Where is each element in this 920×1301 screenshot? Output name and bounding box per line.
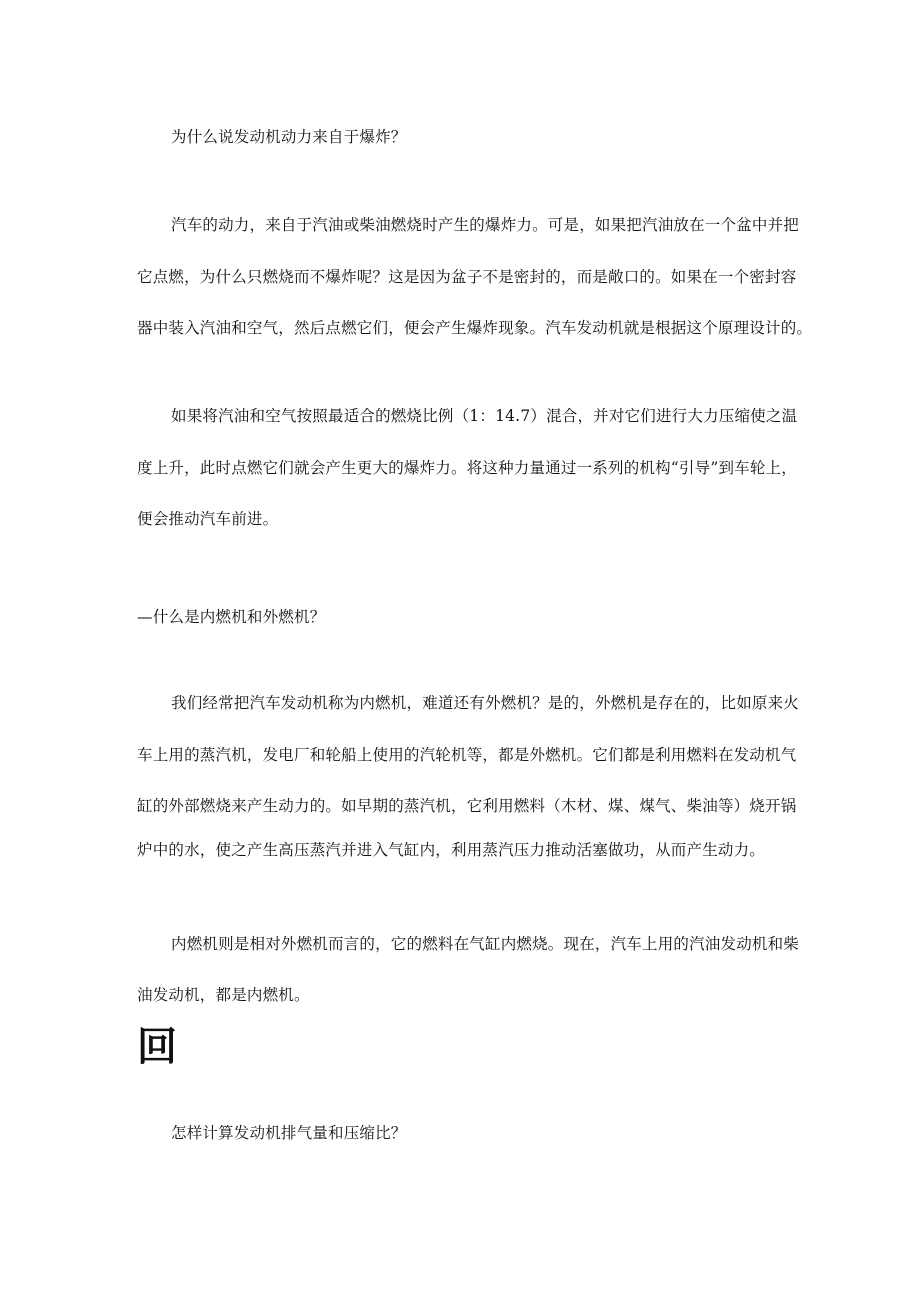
paragraph-line: 度上升，此时点燃它们就会产生更大的爆炸力。将这种力量通过一系列的机构“引导”到车轮上， xyxy=(137,459,797,477)
paragraph-line: 缸的外部燃烧来产生动力的。如早期的蒸汽机，它利用燃料（木材、煤、煤气、柴油等）烧开锅 xyxy=(137,797,797,815)
section-heading-displacement: 怎样计算发动机排气量和压缩比？ xyxy=(171,1124,407,1142)
paragraph-line: 我们经常把汽车发动机称为内燃机，难道还有外燃机？是的，外燃机是存在的，比如原来火 xyxy=(171,694,800,712)
paragraph-line: 炉中的水，使之产生高压蒸汽并进入气缸内，利用蒸汽压力推动活塞做功，从而产生动力。 xyxy=(137,841,766,859)
paragraph-line: 汽车的动力，来自于汽油或柴油燃烧时产生的爆炸力。可是，如果把汽油放在一个盆中并把 xyxy=(171,216,800,234)
paragraph-line: 器中装入汽油和空气，然后点燃它们，便会产生爆炸现象。汽车发动机就是根据这个原理设计的。 xyxy=(137,319,813,337)
paragraph-line: 内燃机则是相对外燃机而言的，它的燃料在气缸内燃烧。现在，汽车上用的汽油发动机和柴 xyxy=(171,935,800,953)
paragraph-line: 车上用的蒸汽机，发电厂和轮船上使用的汽轮机等，都是外燃机。它们都是利用燃料在发动机气 xyxy=(137,746,797,764)
hui-glyph: 回 xyxy=(137,1023,177,1070)
section-heading-combustion-engines: —什么是内燃机和外燃机？ xyxy=(137,608,326,626)
paragraph-line: 它点燃，为什么只燃烧而不爆炸呢？这是因为盆子不是密封的，而是敞口的。如果在一个密封容 xyxy=(137,268,797,286)
paragraph-line: 便会推动汽车前进。 xyxy=(137,510,279,528)
paragraph-line: 油发动机，都是内燃机。 xyxy=(137,986,310,1004)
paragraph-line: 如果将汽油和空气按照最适合的燃烧比例（1：14.7）混合，并对它们进行大力压缩使之温 xyxy=(171,407,798,425)
section-heading-explosion: 为什么说发动机动力来自于爆炸？ xyxy=(171,128,407,146)
